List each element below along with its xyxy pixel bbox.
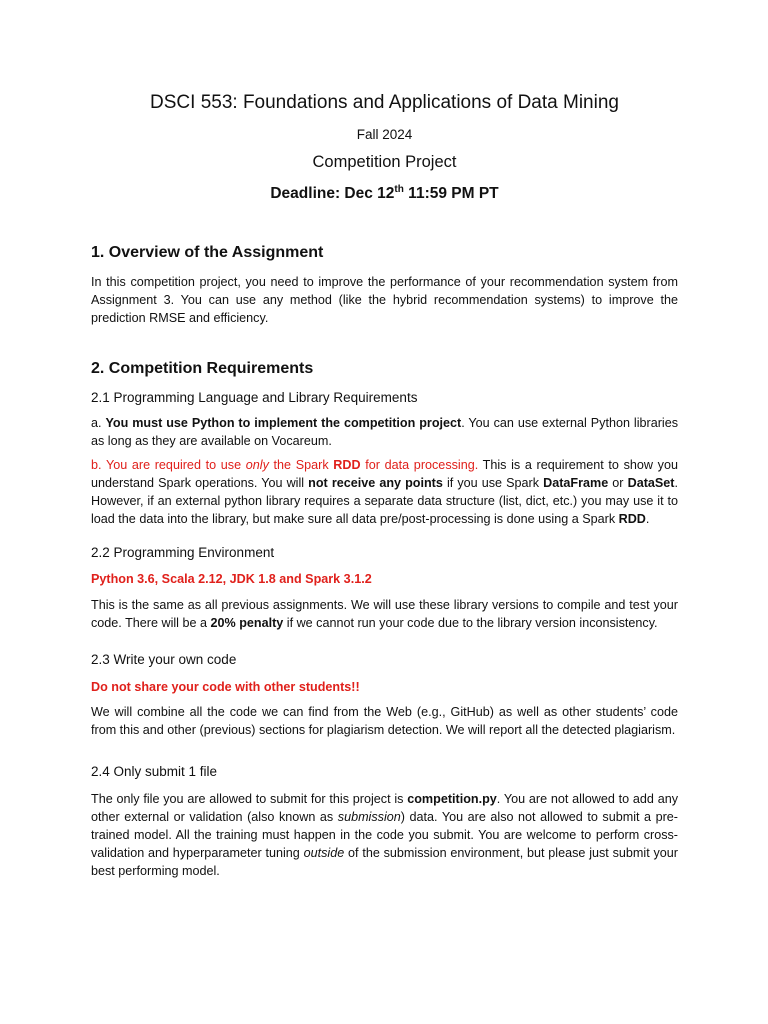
item-b-red-2: the Spark [268,458,334,472]
section-2-3-body: We will combine all the code we can find from the Web (e.g., GitHub) as well as other students’ code from this and other (previous) sections for plagiarism detection. We will report all the detected plagiarism. [91,705,678,737]
item-b-bold-1: not receive any points [308,476,443,490]
plagiarism-warning: Do not share your code with other students!! [91,680,360,694]
item-a-prefix: a. [91,416,106,430]
section-2-2-heading: 2.2 Programming Environment [91,545,275,560]
document-title: DSCI 553: Foundations and Applications of Data Mining [150,92,619,113]
penalty-bold: 20% penalty [210,616,284,630]
filename-bold: competition.py [407,792,497,806]
item-a-bold: You must use Python to implement the competition project [105,416,462,430]
submission-italic: submission [337,810,401,824]
section-2-1-item-a [91,414,678,450]
section-2-1-item-b [91,456,678,528]
submit-text-4: of the submission environment, but please just submit your best performing model. [91,846,678,878]
term-label: Fall 2024 [356,127,413,142]
section-2-1-heading: 2.1 Programming Language and Library Requirements [91,390,418,405]
deadline-suffix: 11:59 PM PT [403,185,499,203]
item-b-text-4: . However, if an external python library requires a separate data structure (list, dict, etc.) you may use it to load the data into the library, but make sure all data pre/post-processing is done using a Spark [91,476,678,526]
section-2-heading: 2. Competition Requirements [91,360,314,377]
item-b-text-5: . [645,512,650,526]
item-a-rest: . You can use external Python libraries as long as they are available on Vocareum. [91,416,678,448]
submit-text-2: . You are not allowed to add any other external or validation (also known as [91,792,678,824]
item-b-red-3: for data processing. [360,458,479,472]
environment-versions: Python 3.6, Scala 2.12, JDK 1.8 and Spark 3.1.2 [91,572,372,586]
section-2-2-body [91,596,678,632]
submit-text-1: The only file you are allowed to submit for this project is [91,792,408,806]
deadline-superscript: th [394,184,404,195]
section-1-body: In this competition project, you need to improve the performance of your recommendation system from Assignment 3. You can use any method (like the hybrid recommendation systems) to improve the prediction RMSE and efficiency. [91,275,678,325]
deadline [91,184,678,203]
outside-italic: outside [303,846,345,860]
item-b-red-1: b. You are required to use [91,458,246,472]
item-b-red-bold: RDD [333,458,361,472]
deadline-prefix: Deadline: Dec 12 [270,185,395,203]
item-b-text-1: This is a requirement to show you understand Spark operations. You will [91,458,678,490]
section-2-3-heading: 2.3 Write your own code [91,652,237,667]
item-b-bold-3: DataSet [627,476,675,490]
env-text-1: This is the same as all previous assignments. We will use these library versions to compile and test your code. There will be a [91,598,678,630]
item-b-bold-4: RDD [618,512,646,526]
section-1-heading: 1. Overview of the Assignment [91,244,324,261]
project-name: Competition Project [312,153,457,171]
section-2-4-heading: 2.4 Only submit 1 file [91,764,218,779]
item-b-text-2: if you use Spark [442,476,544,490]
section-2-4-body [91,790,678,880]
env-text-2: if we cannot run your code due to the library version inconsistency. [283,616,658,630]
submit-text-3: ) data. You are also not allowed to submit a pre-trained model. All the training must happen in the code you submit. You are welcome to perform cross-validation and hyperparameter tuning [91,810,678,860]
item-b-text-3: or [608,476,628,490]
item-b-bold-2: DataFrame [543,476,609,490]
item-b-red-italic: only [245,458,269,472]
